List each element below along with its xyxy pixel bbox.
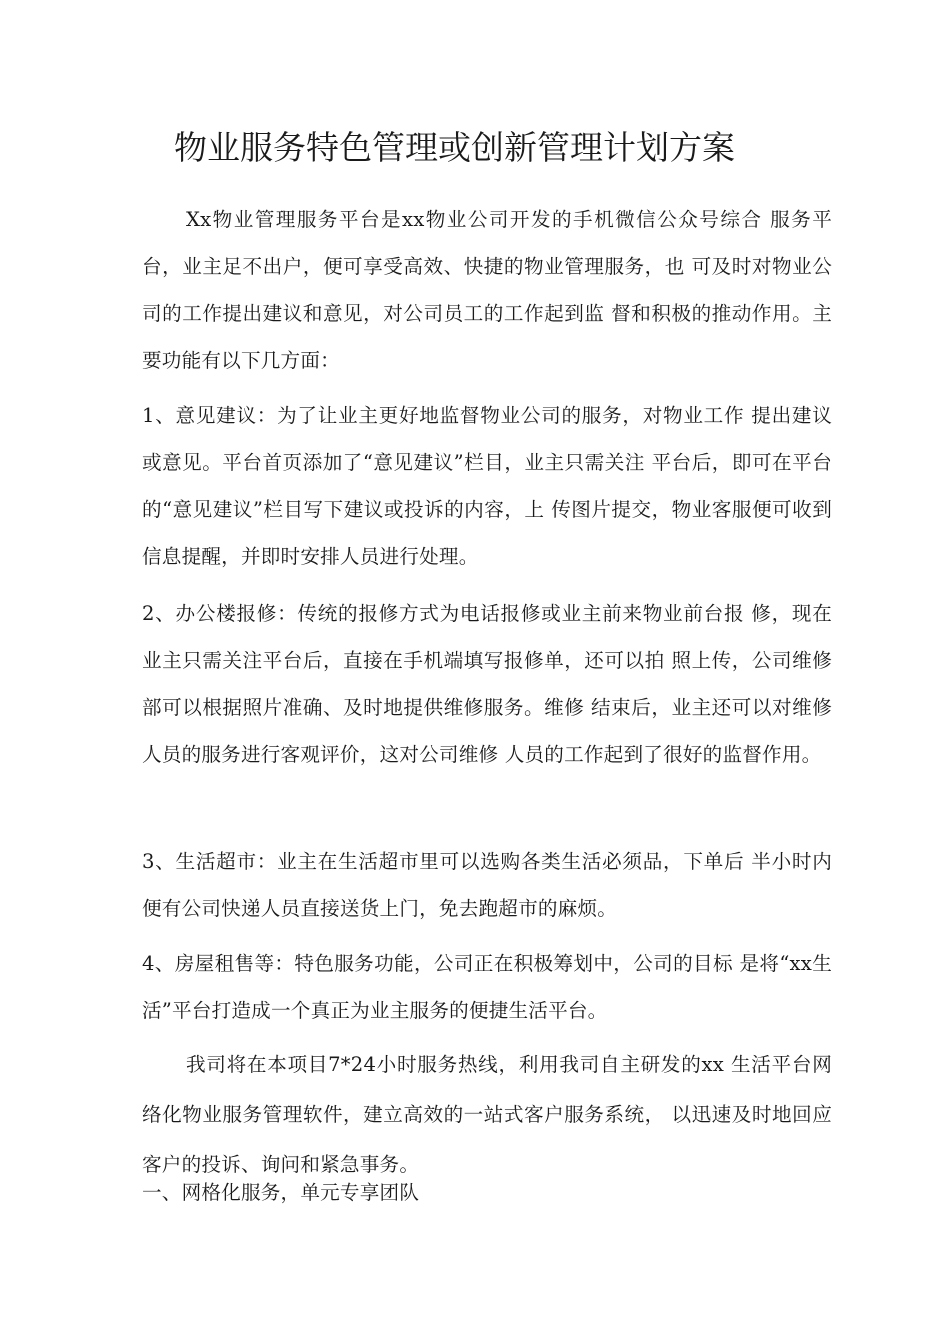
feature-item-repairs: 2、办公楼报修：传统的报修方式为电话报修或业主前来物业前台报 修，现在业主只需关注平台后，直接在手机端填写报修单，还可以拍 照上传，公司维修部可以根据照片准确、及时地提供维修服务。维修 结束后，业主还可以对维修人员的服务进行客观评价，这对公司维修 人员的工作起到了很好的监督作用。 <box>142 602 832 766</box>
feature-item-supermarket: 3、生活超市：业主在生活超市里可以选购各类生活必须品，下单后 半小时内便有公司快递人员直接送货上门，免去跑超市的麻烦。 <box>142 850 832 920</box>
feature-item-suggestions: 1、意见建议：为了让业主更好地监督物业公司的服务，对物业工作 提出建议或意见。平台首页添加了“意见建议”栏目，业主只需关注 平台后，即可在平台的“意见建议”栏目写下建议或投诉的内容，上 传图片提交，物业客服便可收到信息提醒，并即时安排人员进行处理。 <box>142 404 832 568</box>
document-title: 物业服务特色管理或创新管理计划方案 <box>174 128 735 167</box>
section-heading: 一、网格化服务，单元专享团队 <box>142 1181 420 1204</box>
feature-item-housing: 4、房屋租售等：特色服务功能，公司正在积极筹划中，公司的目标 是将“xx生活”平台打造成一个真正为业主服务的便捷生活平台。 <box>142 952 832 1022</box>
hotline-paragraph: 我司将在本项目7*24小时服务热线，利用我司自主研发的xx 生活平台网络化物业服务管理软件，建立高效的一站式客户服务系统， 以迅速及时地回应客户的投诉、询问和紧急事务。 <box>142 1053 832 1176</box>
intro-paragraph: Xx物业管理服务平台是xx物业公司开发的手机微信公众号综合 服务平台，业主足不出户，便可享受高效、快捷的物业管理服务，也 可及时对物业公司的工作提出建议和意见，对公司员工的工作起到监 督和积极的推动作用。主要功能有以下几方面： <box>142 208 832 372</box>
